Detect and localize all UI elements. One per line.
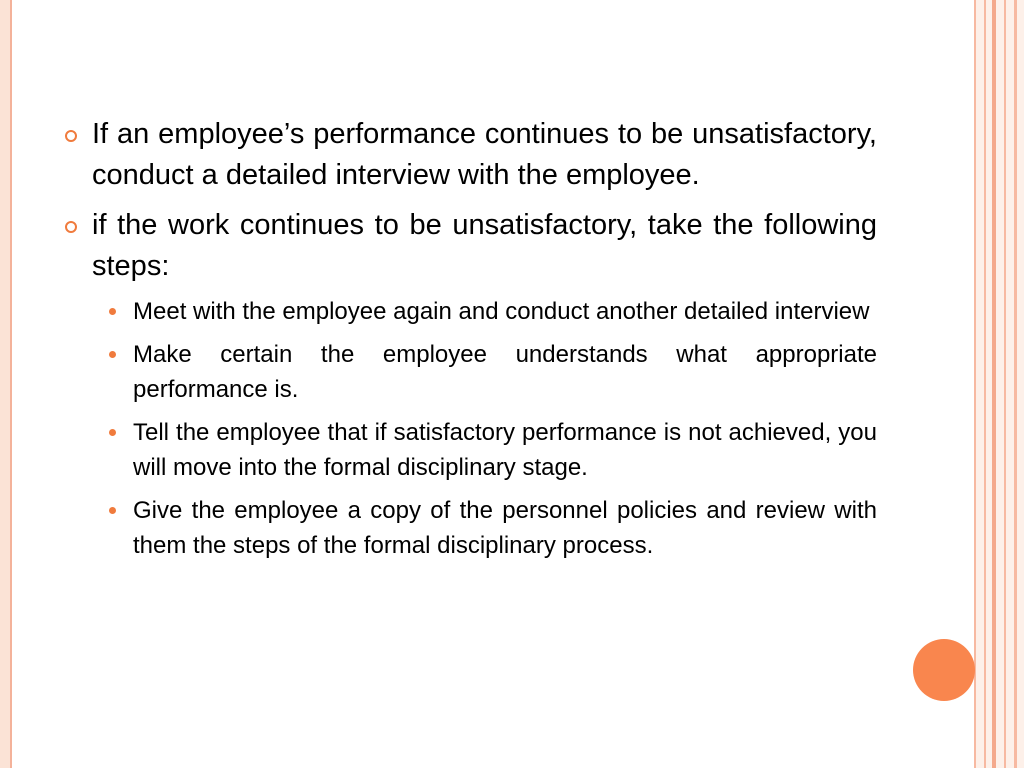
bullet-list xyxy=(62,114,877,571)
hollow-circle-bullet-icon xyxy=(65,221,77,233)
stripe xyxy=(1004,0,1006,768)
sub-bullet-text: Give the employee a copy of the personnel policies and review with them the steps of the formal disciplinary process. xyxy=(133,497,877,559)
filled-dot-bullet-icon xyxy=(109,429,116,436)
sub-bullet-item xyxy=(104,294,877,329)
hollow-circle-bullet-icon xyxy=(65,130,77,142)
bullet-text: If an employee’s performance continues to be unsatisfactory, conduct a detailed interview with the employee. xyxy=(92,118,877,191)
sub-bullet-text: Make certain the employee understands what appropriate performance is. xyxy=(133,341,877,403)
filled-dot-bullet-icon xyxy=(109,308,116,315)
sub-bullet-text: Tell the employee that if satisfactory performance is not achieved, you will move into the formal disciplinary stage. xyxy=(133,419,877,481)
sub-bullet-item xyxy=(104,493,877,563)
sub-bullet-text: Meet with the employee again and conduct another detailed interview xyxy=(133,298,870,325)
bullet-item xyxy=(62,205,877,287)
stripe xyxy=(992,0,996,768)
filled-dot-bullet-icon xyxy=(109,507,116,514)
stripe xyxy=(974,0,976,768)
bullet-item xyxy=(62,114,877,196)
stripe xyxy=(1014,0,1017,768)
left-border-decoration xyxy=(0,0,12,768)
filled-dot-bullet-icon xyxy=(109,351,116,358)
sub-bullet-item xyxy=(104,415,877,485)
sub-bullet-list xyxy=(62,294,877,563)
orange-circle-decoration xyxy=(913,639,975,701)
stripe xyxy=(984,0,986,768)
bullet-text: if the work continues to be unsatisfactory, take the following steps: xyxy=(92,209,877,282)
right-stripe-decoration xyxy=(974,0,1024,768)
sub-bullet-item xyxy=(104,337,877,407)
